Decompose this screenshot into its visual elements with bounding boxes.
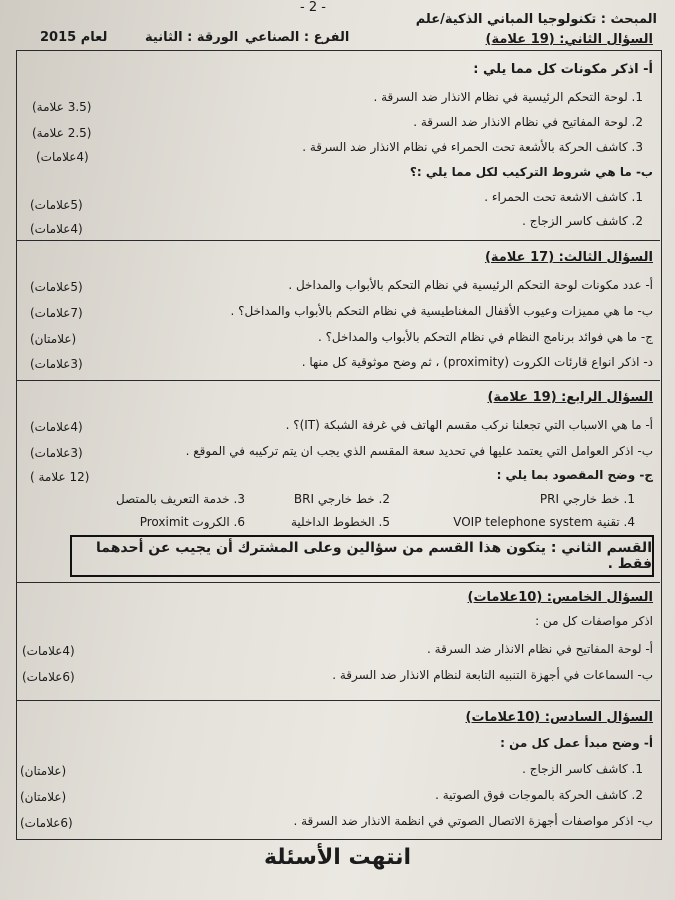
mark: (4علامات): [30, 420, 83, 434]
q3-a: أ- عدد مكونات لوحة التحكم الرئيسية في نظام التحكم بالأبواب والمداخل .: [288, 278, 653, 292]
q3-c: ج- ما هي فوائد برنامج النظام في نظام التحكم بالأبواب والمداخل؟ .: [317, 330, 653, 344]
q6-a2: 2. كاشف الحركة بالموجات فوق الصوتية .: [435, 788, 643, 802]
divider: [16, 582, 660, 583]
year-label: لعام 2015: [40, 30, 108, 45]
mark: (5علامات): [30, 280, 83, 294]
q4-c6: 6. الكروت Proximit: [139, 515, 245, 529]
q6-a-intro: أ- وضح مبدأ عمل كل من :: [500, 736, 653, 750]
q2-b2: 2. كاشف كاسر الزجاج .: [522, 214, 643, 228]
q2-a1: 1. لوحة التحكم الرئيسية في نظام الانذار ضد السرقة .: [373, 90, 643, 104]
mark: (علامتان): [20, 790, 67, 804]
q2-title: السؤال الثاني: (19 علامة): [485, 32, 653, 47]
branch-label: الفرع : الصناعي: [245, 30, 350, 45]
q5-intro: اذكر مواصفات كل من :: [535, 614, 653, 628]
q2-a2: 2. لوحة المفاتيح في نظام الانذار ضد السرقة .: [413, 115, 643, 129]
q4-c2: 2. خط خارجي BRI: [293, 492, 390, 506]
mark: (4علامات): [22, 644, 75, 658]
mark: (3علامات): [30, 357, 83, 371]
q4-c3: 3. خدمة التعريف بالمتصل: [116, 492, 245, 506]
q2-b1: 1. كاشف الاشعة تحت الحمراء .: [484, 190, 643, 204]
mark: (7علامات): [30, 306, 83, 320]
mark: (علامتان): [20, 764, 67, 778]
mark: (علامتان): [30, 332, 77, 346]
q4-c: ج- وضح المقصود بما يلي :: [496, 468, 653, 482]
divider: [16, 700, 660, 701]
mark: (3.5 علامة): [32, 100, 92, 114]
page-number: - 2 -: [300, 0, 326, 15]
mark: (2.5 علامة): [32, 126, 92, 140]
q6-b: ب- اذكر مواصفات أجهزة الاتصال الصوتي في انظمة الانذار ضد السرقة .: [293, 814, 653, 828]
mark: (12 علامة ): [30, 470, 90, 484]
q5-b: ب- السماعات في أجهزة التنبيه التابعة لنظام الانذار ضد السرقة .: [332, 668, 653, 682]
part2-notice: القسم الثاني : يتكون هذا القسم من سؤالين وعلى المشترك أن يجيب عن أحدهما فقط .: [70, 535, 654, 577]
q6-title: السؤال السادس: (10علامات): [465, 710, 653, 725]
q2-a-intro: أ- اذكر مكونات كل مما يلي :: [473, 62, 653, 77]
divider: [16, 240, 660, 241]
q4-c1: 1. خط خارجي PRI: [539, 492, 635, 506]
divider: [16, 380, 660, 381]
paper-label: الورقة : الثانية: [145, 30, 239, 45]
q4-c4: 4. تقنية VOIP telephone system: [453, 515, 635, 529]
mark: (4علامات): [30, 222, 83, 236]
q2-a3: 3. كاشف الحركة بالأشعة تحت الحمراء في نظام الانذار ضد السرقة .: [302, 140, 643, 154]
q3-d: د- اذكر انواع قارئات الكروت (proximity) ، ثم وضح موثوقية كل منها .: [301, 355, 653, 369]
q4-a: أ- ما هي الاسباب التي تجعلنا نركب مقسم الهاتف في غرفة الشبكة (IT)؟ .: [285, 418, 653, 432]
mark: (6علامات): [22, 670, 75, 684]
subject-label: المبحث : تكنولوجيا المباني الذكية/علم: [415, 12, 657, 27]
q6-a1: 1. كاشف كاسر الزجاج .: [522, 762, 643, 776]
q4-title: السؤال الرابع: (19 علامة): [487, 390, 653, 405]
q3-b: ب- ما هي مميزات وعيوب الأقفال المغناطيسية في نظام التحكم بالأبواب والمداخل؟ .: [230, 304, 653, 318]
q5-a: أ- لوحة المفاتيح في نظام الانذار ضد السرقة .: [427, 642, 653, 656]
q5-title: السؤال الخامس: (10علامات): [467, 590, 653, 605]
q2-b-intro: ب- ما هي شروط التركيب لكل مما يلي :؟: [409, 165, 653, 179]
end-of-questions: انتهت الأسئلة: [263, 845, 412, 870]
q3-title: السؤال الثالث: (17 علامة): [484, 250, 653, 265]
q4-c5: 5. الخطوط الداخلية: [290, 515, 390, 529]
mark: (5علامات): [30, 198, 83, 212]
q4-b: ب- اذكر العوامل التي يعتمد عليها في تحديد سعة المقسم الذي يجب ان يتم تركيبه في الموقع .: [185, 444, 653, 458]
mark: (3علامات): [30, 446, 83, 460]
mark: (4علامات): [36, 150, 89, 164]
mark: (6علامات): [20, 816, 73, 830]
